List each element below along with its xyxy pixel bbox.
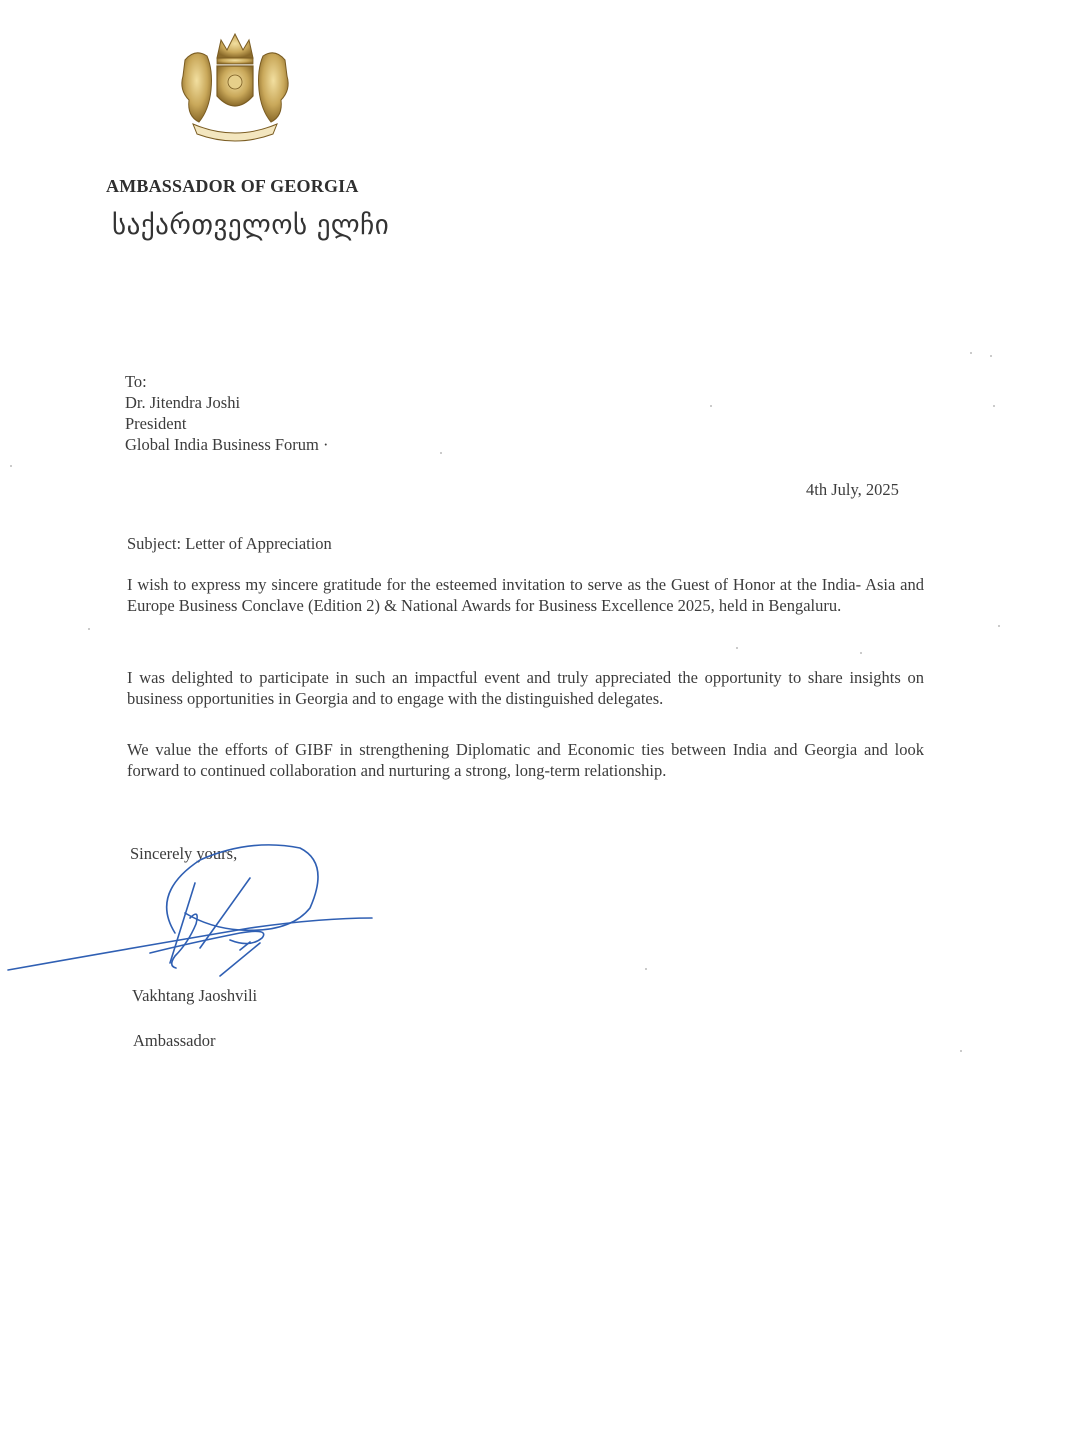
recipient-organization: Global India Business Forum · <box>125 435 329 454</box>
letter-date: 4th July, 2025 <box>806 480 899 499</box>
scan-speck <box>993 405 995 407</box>
emblem-icon <box>165 30 305 145</box>
scan-speck <box>960 1050 962 1052</box>
scan-speck <box>990 355 992 357</box>
to-label: To: <box>125 372 147 391</box>
scan-speck <box>10 465 12 467</box>
scan-speck <box>998 625 1000 627</box>
letterhead-title-georgian: საქართველოს ელჩი <box>112 210 390 241</box>
letter-subject: Subject: Letter of Appreciation <box>127 534 332 553</box>
closing-text: Sincerely yours, <box>130 844 238 863</box>
body-paragraph: I wish to express my sincere gratitude for the esteemed invitation to serve as the Guest of Honor at the India- Asia and Europe Business Conclave (Edition 2) & National Awards for Business Excellence 2025, held in Bengaluru. <box>127 575 924 615</box>
recipient-position: President <box>125 414 187 433</box>
scan-speck <box>440 452 442 454</box>
recipient-block <box>125 371 329 455</box>
scan-speck <box>860 652 862 654</box>
scan-speck <box>970 352 972 354</box>
coat-of-arms-emblem <box>165 30 305 145</box>
signatory-title: Ambassador <box>133 1031 216 1050</box>
signatory-name: Vakhtang Jaoshvili <box>132 986 258 1005</box>
body-paragraph: We value the efforts of GIBF in strengthening Diplomatic and Economic ties between India and Georgia and look forward to continued collaboration and nurturing a strong, long-term relationship. <box>127 740 924 780</box>
letterhead-title: AMBASSADOR OF GEORGIA <box>106 176 359 196</box>
scan-speck <box>645 968 647 970</box>
body-paragraph: I was delighted to participate in such an impactful event and truly appreciated the opportunity to share insights on business opportunities in Georgia and to engage with the distinguished delegates. <box>127 668 924 708</box>
handwritten-signature <box>0 838 380 988</box>
scan-speck <box>710 405 712 407</box>
scan-speck <box>736 647 738 649</box>
recipient-name: Dr. Jitendra Joshi <box>125 393 241 412</box>
scan-speck <box>88 628 90 630</box>
signature-icon <box>0 838 380 988</box>
